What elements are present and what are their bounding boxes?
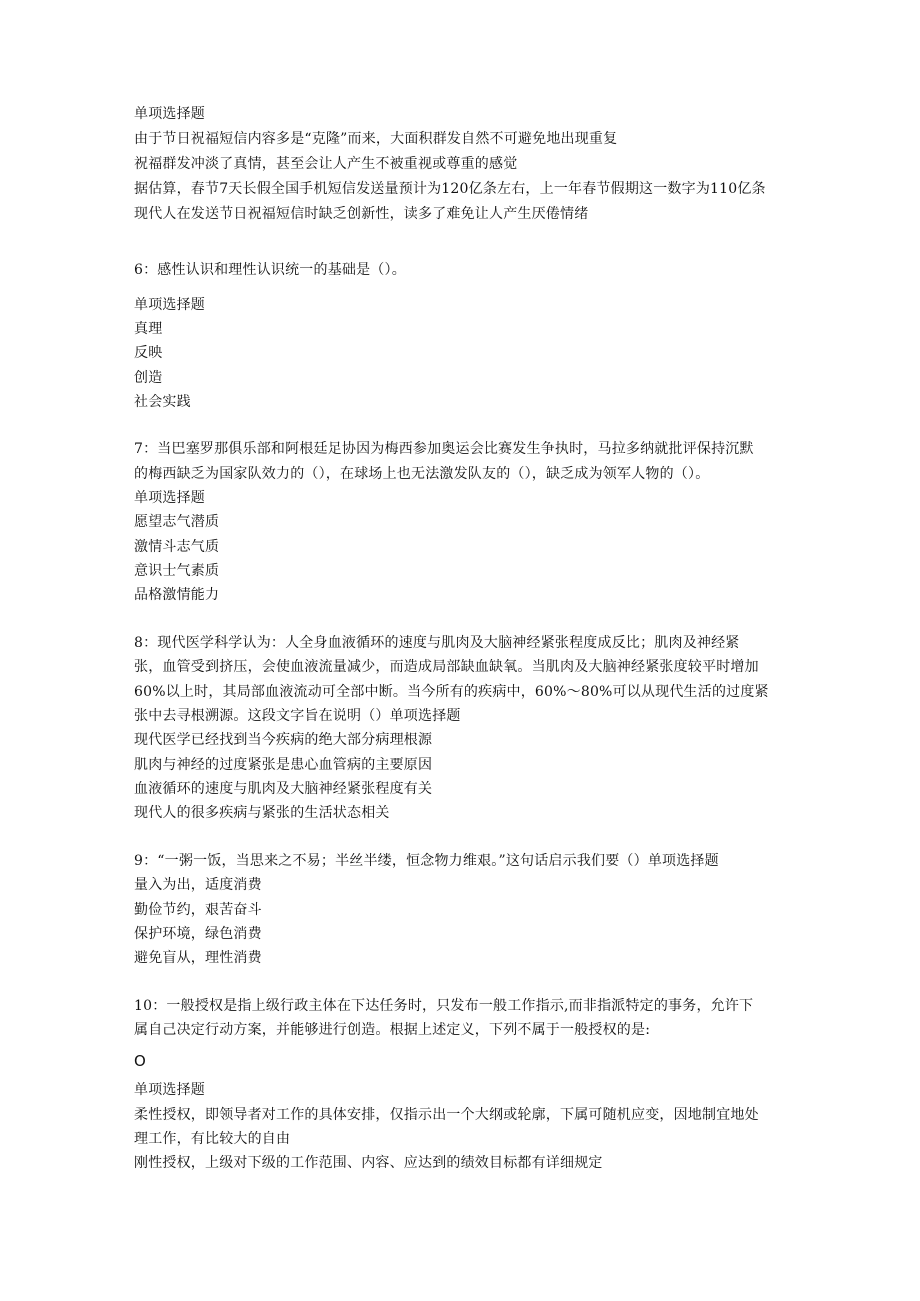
option-c: 据估算，春节7天长假全国手机短信发送量预计为120亿条左右，上一年春节假期这一数字为110亿条 (134, 181, 766, 197)
question-9-option-b: 勤俭节约，艰苦奋斗 (134, 902, 262, 918)
question-8-stem-line-1: 8：现代医学科学认为：人全身血液循环的速度与肌肉及大脑神经紧张程度成反比；肌肉及神经紧 (134, 635, 740, 651)
question-9-option-c: 保护环境，绿色消费 (134, 926, 262, 942)
question-8-stem-line-3: 60%以上时，其局部血液流动可全部中断。当今所有的疾病中，60%～80%可以从现代生活的过度紧 (134, 684, 769, 700)
question-10-blank-mark: O (134, 1052, 147, 1070)
question-7-option-c: 意识士气素质 (134, 563, 220, 579)
question-6-option-b: 反映 (134, 345, 163, 361)
question-7-option-a: 愿望志气潜质 (134, 514, 220, 530)
question-8-option-c: 血液循环的速度与肌肉及大脑神经紧张程度有关 (134, 781, 433, 797)
question-8-option-b: 肌肉与神经的过度紧张是患心血管病的主要原因 (134, 757, 433, 773)
question-7-type: 单项选择题 (134, 490, 205, 506)
question-6-option-c: 创造 (134, 370, 163, 386)
question-10-option-b: 刚性授权，上级对下级的工作范围、内容、应达到的绩效目标都有详细规定 (134, 1155, 603, 1171)
question-6-option-d: 社会实践 (134, 394, 191, 410)
question-8-option-a: 现代医学已经找到当今疾病的绝大部分病理根源 (134, 732, 433, 748)
question-type-label: 单项选择题 (134, 106, 205, 122)
question-10-option-a-line-2: 理工作，有比较大的自由 (134, 1131, 291, 1147)
question-9-stem: 9：“一粥一饭，当思来之不易；半丝半缕，恒念物力维艰。”这句话启示我们要（）单项选择题 (134, 853, 719, 869)
question-6-option-a: 真理 (134, 321, 163, 337)
option-a: 由于节日祝福短信内容多是“克隆”而来，大面积群发自然不可避免地出现重复 (134, 131, 618, 147)
question-7-option-d: 品格激情能力 (134, 587, 220, 603)
question-7-stem-line-1: 7：当巴塞罗那俱乐部和阿根廷足协因为梅西参加奥运会比赛发生争执时，马拉多纳就批评保持沉默 (134, 441, 754, 457)
option-d: 现代人在发送节日祝福短信时缺乏创新性，读多了难免让人产生厌倦情绪 (134, 206, 589, 222)
question-10-stem-line-2: 属自己决定行动方案，并能够进行创造。根据上述定义，下列不属于一般授权的是: (134, 1022, 651, 1038)
question-9-option-d: 避免盲从，理性消费 (134, 950, 262, 966)
question-7-stem-line-2: 的梅西缺乏为国家队效力的（），在球场上也无法激发队友的（），缺乏成为领军人物的（）。 (134, 466, 710, 482)
question-6-stem: 6：感性认识和理性认识统一的基础是（）。 (134, 262, 406, 278)
option-b: 祝福群发冲淡了真情，甚至会让人产生不被重视或尊重的感觉 (134, 156, 518, 172)
question-8-stem-line-4: 张中去寻根溯源。这段文字旨在说明（）单项选择题 (134, 708, 461, 724)
question-9-option-a: 量入为出，适度消费 (134, 877, 262, 893)
question-7-option-b: 激情斗志气质 (134, 539, 220, 555)
question-8-option-d: 现代人的很多疾病与紧张的生活状态相关 (134, 805, 390, 821)
question-6-type: 单项选择题 (134, 297, 205, 313)
question-10-stem-line-1: 10：一般授权是指上级行政主体在下达任务时，只发布一般工作指示,而非指派特定的事务，允许下 (134, 998, 754, 1014)
question-10-option-a-line-1: 柔性授权，即领导者对工作的具体安排，仅指示出一个大纲或轮廓，下属可随机应变，因地制宜地处 (134, 1107, 759, 1123)
question-10-type: 单项选择题 (134, 1082, 205, 1098)
question-8-stem-line-2: 张，血管受到挤压，会使血液流量减少，而造成局部缺血缺氧。当肌肉及大脑神经紧张度较平时增加 (134, 659, 759, 675)
